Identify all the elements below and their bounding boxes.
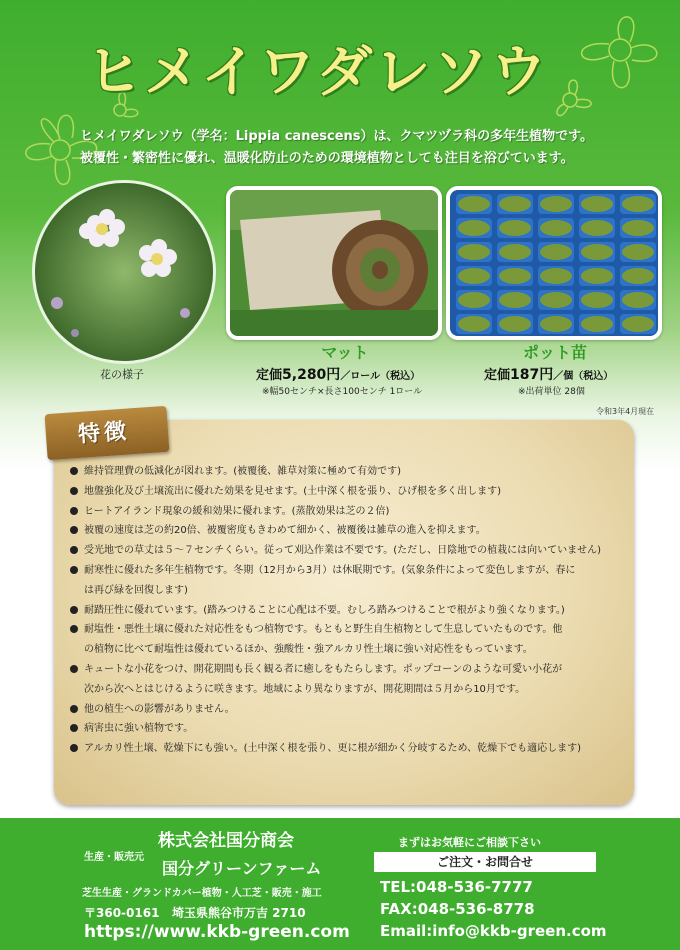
flower-photo [32, 180, 216, 364]
feature-text: 維持管理費の低減化が図れます。(被覆後、雑草対策に極めて有効です) [84, 466, 402, 477]
bullet-icon [70, 546, 78, 554]
price-unit: ／ロール（税込） [340, 371, 421, 382]
bullet-icon [70, 665, 78, 673]
feature-item [70, 601, 630, 621]
feature-text: 地盤強化及び土壌流出に優れた効果を見せます。(土中深く根を張り、ひげ根を多く出します) [84, 485, 502, 497]
feature-text: 受光地での草丈は５～７センチくらい。従って刈込作業は不要です。(ただし、日陰地での植栽には向いていません) [84, 545, 602, 557]
feature-text: 耐寒性に優れた多年生植物です。冬期（12月から3月）は休眠期です。(気象条件によって変色しますが、春に [84, 564, 576, 576]
company-name: 株式会社国分商会 [158, 831, 294, 851]
feature-text: 病害虫に強い植物です。 [84, 723, 194, 735]
feature-item [70, 739, 630, 759]
feature-text: キュートな小花をつけ、開花期間も長く観る者に癒しをもたらします。ポップコーンのような可愛い小花が [84, 663, 563, 675]
product-note-mat: ※幅50センチ×長さ100センチ 1ロール [262, 387, 423, 397]
website-link[interactable]: https://www.kkb-green.com [84, 922, 350, 942]
bullet-icon [70, 467, 78, 475]
tel-number[interactable]: TEL:048-536-7777 [380, 878, 533, 896]
feature-text: 他の植生への影響がありません。 [84, 703, 235, 715]
pot-seedling-photo [446, 186, 662, 340]
date-note: 令和3年4月現在 [596, 407, 655, 416]
product-name-pot: ポット苗 [522, 343, 587, 362]
product-price-mat [256, 364, 420, 384]
bullet-icon [70, 507, 78, 515]
price-prefix: 定価 [256, 368, 283, 383]
bullet-icon [70, 566, 78, 574]
feature-item [70, 719, 630, 739]
flower-photo-caption: 花の様子 [100, 368, 144, 381]
bullet-icon [70, 744, 78, 752]
fax-number: FAX:048-536-8778 [380, 900, 535, 918]
feature-item [70, 541, 630, 561]
mat-photo [226, 186, 442, 340]
feature-item [70, 482, 630, 502]
feature-text: ヒートアイランド現象の緩和効果に優れます。(蒸散効果は芝の２倍) [84, 505, 390, 517]
feature-item [70, 660, 630, 700]
bullet-icon [70, 526, 78, 534]
order-inquiry-label: ご注文・お問合せ [374, 852, 596, 872]
postal-code: 〒360-0161 [84, 906, 160, 920]
price-value: 187円 [510, 367, 554, 383]
intro-line: ヒメイワダレソウ（学名：Lippia canescens）は、クマツヅラ科の多年生植物です。 [80, 129, 594, 144]
company-address [84, 904, 306, 921]
farm-name: 国分グリーンファーム [162, 859, 322, 878]
product-note-pot: ※出荷単位 28個 [518, 387, 585, 397]
feature-text: 耐塩性・悪性土壌に優れた対応性をもつ植物です。もともと野生自生植物として生息していたものです。他 [84, 624, 563, 636]
bullet-icon [70, 625, 78, 633]
bullet-icon [70, 606, 78, 614]
price-value: 5,280円 [282, 367, 341, 383]
bullet-icon [70, 705, 78, 713]
feature-text: 被覆の速度は芝の約20倍、被覆密度もきわめて細かく、被覆後は雑草の進入を抑えます。 [84, 525, 486, 537]
feature-item [70, 521, 630, 541]
product-name-mat: マット [321, 343, 369, 362]
intro-line: 被覆性・繁密性に優れ、温暖化防止のための環境植物としても注目を浴びています。 [80, 151, 574, 166]
features-list [70, 462, 630, 759]
price-prefix: 定価 [484, 368, 511, 383]
page-title: ヒメイワダレソウ [86, 40, 549, 105]
feature-item [70, 561, 630, 601]
features-heading: 特徴 [77, 419, 131, 448]
email-link[interactable]: Email:info@kkb-green.com [380, 922, 607, 940]
feature-text: アルカリ性土壌、乾燥下にも強い。(土中深く根を張り、更に根が細かく分岐するため、乾燥下でも適応します) [84, 743, 582, 755]
bullet-icon [70, 724, 78, 732]
footer-role: 生産・販売元 [84, 852, 144, 863]
company-tagline: 芝生生産・グランドカバー植物・人工芝・販売・施工 [82, 888, 322, 899]
product-price-pot [484, 364, 613, 384]
consult-text: まずはお気軽にご相談下さい [398, 836, 541, 849]
street-address: 埼玉県熊谷市万吉 2710 [171, 906, 306, 920]
feature-item [70, 502, 630, 522]
feature-item [70, 462, 630, 482]
price-unit: ／個（税込） [553, 371, 614, 382]
feature-text-continued: の植物に比べて耐塩性は優れているほか、強酸性・強アルカリ性土壌に強い対応性をもっています。 [84, 644, 533, 656]
feature-text: 耐踏圧性に優れています。(踏みつけることに心配は不要。むしろ踏みつけることで根がより強くなります。) [84, 604, 565, 616]
feature-item [70, 620, 630, 660]
intro-text [80, 126, 660, 170]
feature-item [70, 700, 630, 720]
feature-text-continued: は再び緑を回復します) [84, 584, 188, 596]
bullet-icon [70, 487, 78, 495]
feature-text-continued: 次から次へとはじけるように咲きます。地域により異なりますが、開花期間は５月から10月です。 [84, 683, 526, 695]
